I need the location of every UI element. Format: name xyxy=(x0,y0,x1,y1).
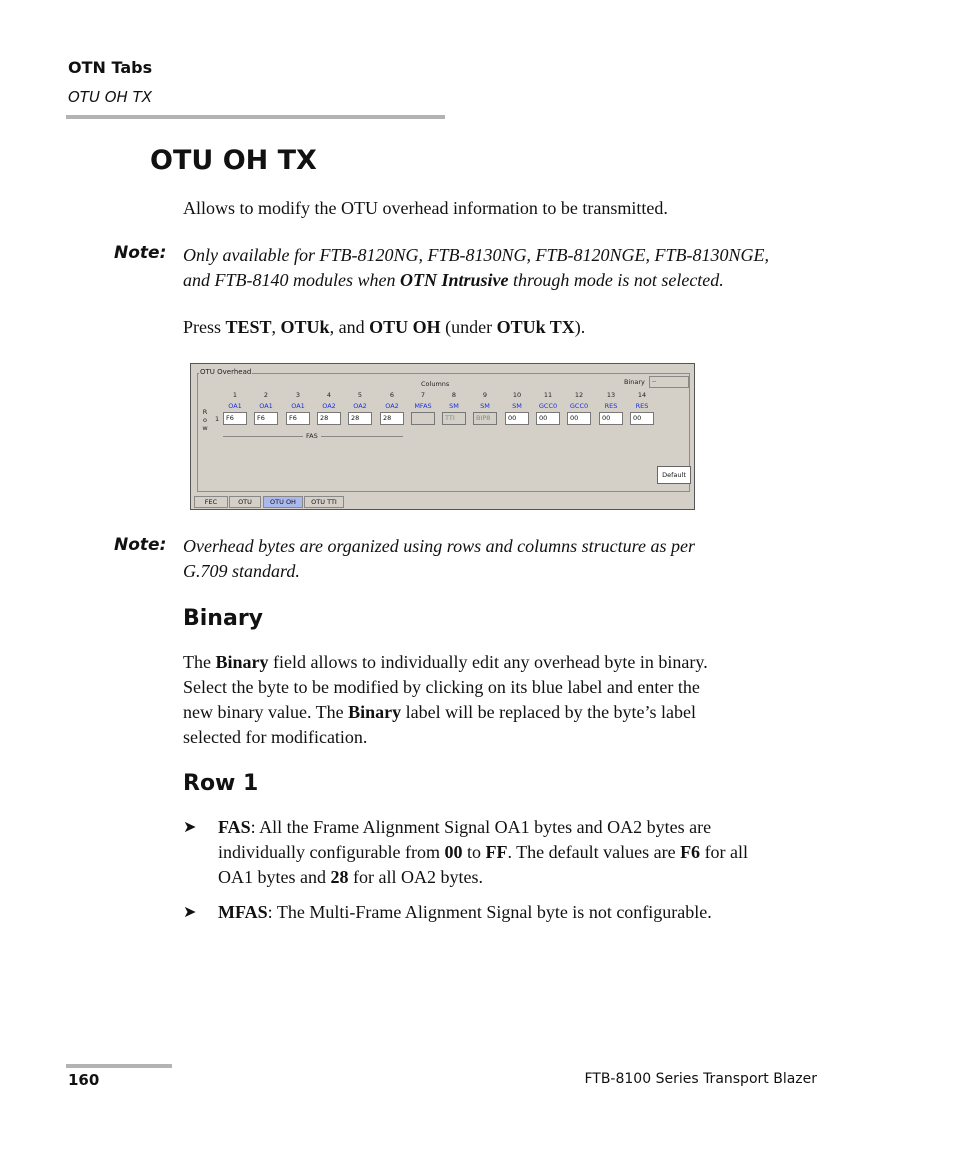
column-number: 11 xyxy=(543,391,553,399)
fas-bracket-right xyxy=(321,436,403,437)
note-text xyxy=(183,534,833,584)
note-bold: OTN Intrusive xyxy=(399,270,509,290)
text-part: for all xyxy=(700,842,749,862)
text-part: individually configurable from xyxy=(218,842,445,862)
byte-label-link[interactable]: SM xyxy=(449,402,459,410)
text-part: to xyxy=(462,842,486,862)
section-title: OTU OH TX xyxy=(150,145,317,176)
note-line: Only available for FTB-8120NG, FTB-8130NG, FTB-8120NGE, FTB-8130NGE, xyxy=(183,245,769,265)
running-header-title: OTN Tabs xyxy=(68,58,153,77)
byte-value-field[interactable]: 00 xyxy=(505,412,529,425)
tab-fec[interactable]: FEC xyxy=(194,496,228,508)
byte-label-link[interactable]: OA1 xyxy=(228,402,242,410)
byte-label-link[interactable]: GCC0 xyxy=(538,402,558,410)
note-text-part: and FTB-8140 modules when xyxy=(183,270,400,290)
press-instruction xyxy=(183,315,823,340)
bold-term: Binary xyxy=(348,702,402,722)
note-line: G.709 standard. xyxy=(183,561,300,581)
byte-label-link[interactable]: OA2 xyxy=(385,402,399,410)
column-number: 7 xyxy=(420,391,426,399)
product-name: FTB-8100 Series Transport Blazer xyxy=(584,1071,817,1087)
column-number: 1 xyxy=(232,391,238,399)
note-line: Overhead bytes are organized using rows and columns structure as per xyxy=(183,536,695,556)
column-number: 2 xyxy=(263,391,269,399)
text-part: , and xyxy=(329,317,370,337)
header-rule xyxy=(66,115,445,119)
column-number: 4 xyxy=(326,391,332,399)
row-number: 1 xyxy=(215,415,220,423)
column-number: 13 xyxy=(606,391,616,399)
column-number: 9 xyxy=(482,391,488,399)
text-part: : The Multi-Frame Alignment Signal byte is not configurable. xyxy=(267,902,712,922)
byte-value-field xyxy=(411,412,435,425)
text-part: . The default values are xyxy=(507,842,681,862)
row-axis-label xyxy=(202,408,208,432)
byte-label-link[interactable]: OA1 xyxy=(259,402,273,410)
row-letter: R xyxy=(202,408,208,416)
byte-value-field[interactable]: F6 xyxy=(254,412,278,425)
column-number: 6 xyxy=(389,391,395,399)
note-text xyxy=(183,243,833,293)
byte-label-link[interactable]: OA2 xyxy=(353,402,367,410)
text-part: OA1 bytes and xyxy=(218,867,331,887)
text-part: The xyxy=(183,652,216,672)
bold-term: MFAS xyxy=(218,902,268,922)
bold-term: Binary xyxy=(215,652,269,672)
tab-otu[interactable]: OTU xyxy=(229,496,261,508)
column-number: 12 xyxy=(574,391,584,399)
byte-label-link[interactable]: OA1 xyxy=(291,402,305,410)
row-letter: w xyxy=(202,424,208,432)
fas-label: FAS xyxy=(306,432,318,440)
bold-term: OTUk TX xyxy=(496,317,575,337)
byte-label-link[interactable]: RES xyxy=(635,402,649,410)
row1-heading: Row 1 xyxy=(183,771,259,796)
text-part: for all OA2 bytes. xyxy=(348,867,483,887)
footer-rule xyxy=(66,1064,172,1068)
column-number: 5 xyxy=(357,391,363,399)
byte-value-field: BIP8 xyxy=(473,412,497,425)
text-line: Select the byte to be modified by clicking on its blue label and enter the xyxy=(183,677,700,697)
byte-label-link[interactable]: OA2 xyxy=(322,402,336,410)
bold-term: FF xyxy=(485,842,508,862)
byte-value-field[interactable]: 28 xyxy=(348,412,372,425)
binary-heading: Binary xyxy=(183,606,264,631)
bullet-arrow-icon: ➤ xyxy=(183,904,197,921)
fas-bracket-left xyxy=(223,436,303,437)
column-number: 3 xyxy=(295,391,301,399)
text-part: (under xyxy=(440,317,497,337)
bullet-fas xyxy=(218,815,828,890)
bullet-mfas xyxy=(218,900,828,925)
binary-paragraph xyxy=(183,650,823,750)
byte-value-field[interactable]: 00 xyxy=(630,412,654,425)
column-number: 14 xyxy=(637,391,647,399)
binary-label: Binary xyxy=(624,378,645,386)
text-part: : All the Frame Alignment Signal OA1 bytes and OA2 bytes are xyxy=(250,817,712,837)
bold-term: F6 xyxy=(680,842,701,862)
binary-field[interactable]: -- xyxy=(649,376,689,388)
bold-term: OTU OH xyxy=(369,317,441,337)
note-text-part: through mode is not selected. xyxy=(508,270,724,290)
bold-term: 00 xyxy=(444,842,463,862)
text-part: label will be replaced by the byte’s label xyxy=(401,702,697,722)
byte-label-link[interactable]: SM xyxy=(512,402,522,410)
text-part: new binary value. The xyxy=(183,702,349,722)
bold-term: TEST xyxy=(225,317,272,337)
otu-oh-tx-screenshot xyxy=(190,363,695,510)
text-part: , xyxy=(271,317,281,337)
byte-value-field[interactable]: 00 xyxy=(567,412,591,425)
column-number: 10 xyxy=(512,391,522,399)
columns-label: Columns xyxy=(421,380,450,388)
byte-value-field[interactable]: F6 xyxy=(286,412,310,425)
byte-value-field: TTI xyxy=(442,412,466,425)
group-title: OTU Overhead xyxy=(200,368,252,376)
tab-otu-tti[interactable]: OTU TTI xyxy=(304,496,344,508)
byte-label-link[interactable]: RES xyxy=(604,402,618,410)
page-number: 160 xyxy=(68,1071,100,1089)
default-button[interactable]: Default xyxy=(657,466,691,484)
note-label: Note: xyxy=(114,535,167,555)
text-part: ). xyxy=(574,317,586,337)
text-line: selected for modification. xyxy=(183,727,368,747)
byte-value-field[interactable]: 28 xyxy=(317,412,341,425)
bold-term: 28 xyxy=(330,867,349,887)
running-header-subtitle: OTU OH TX xyxy=(68,88,153,106)
byte-value-field[interactable]: 28 xyxy=(380,412,404,425)
byte-label-link[interactable]: GCC0 xyxy=(569,402,589,410)
bold-term: FAS xyxy=(218,817,251,837)
byte-label-link[interactable]: MFAS xyxy=(414,402,432,410)
note-label: Note: xyxy=(114,243,167,263)
byte-value-field[interactable]: 00 xyxy=(599,412,623,425)
text-part: field allows to individually edit any overhead byte in binary. xyxy=(268,652,708,672)
byte-value-field[interactable]: 00 xyxy=(536,412,560,425)
text-part: Press xyxy=(183,317,226,337)
row-letter: o xyxy=(203,416,207,424)
byte-label-link[interactable]: SM xyxy=(480,402,490,410)
column-number: 8 xyxy=(451,391,457,399)
byte-value-field[interactable]: F6 xyxy=(223,412,247,425)
tab-otu-oh[interactable]: OTU OH xyxy=(263,496,303,508)
bullet-arrow-icon: ➤ xyxy=(183,819,197,836)
intro-paragraph: Allows to modify the OTU overhead information to be transmitted. xyxy=(183,198,668,218)
bold-term: OTUk xyxy=(280,317,330,337)
